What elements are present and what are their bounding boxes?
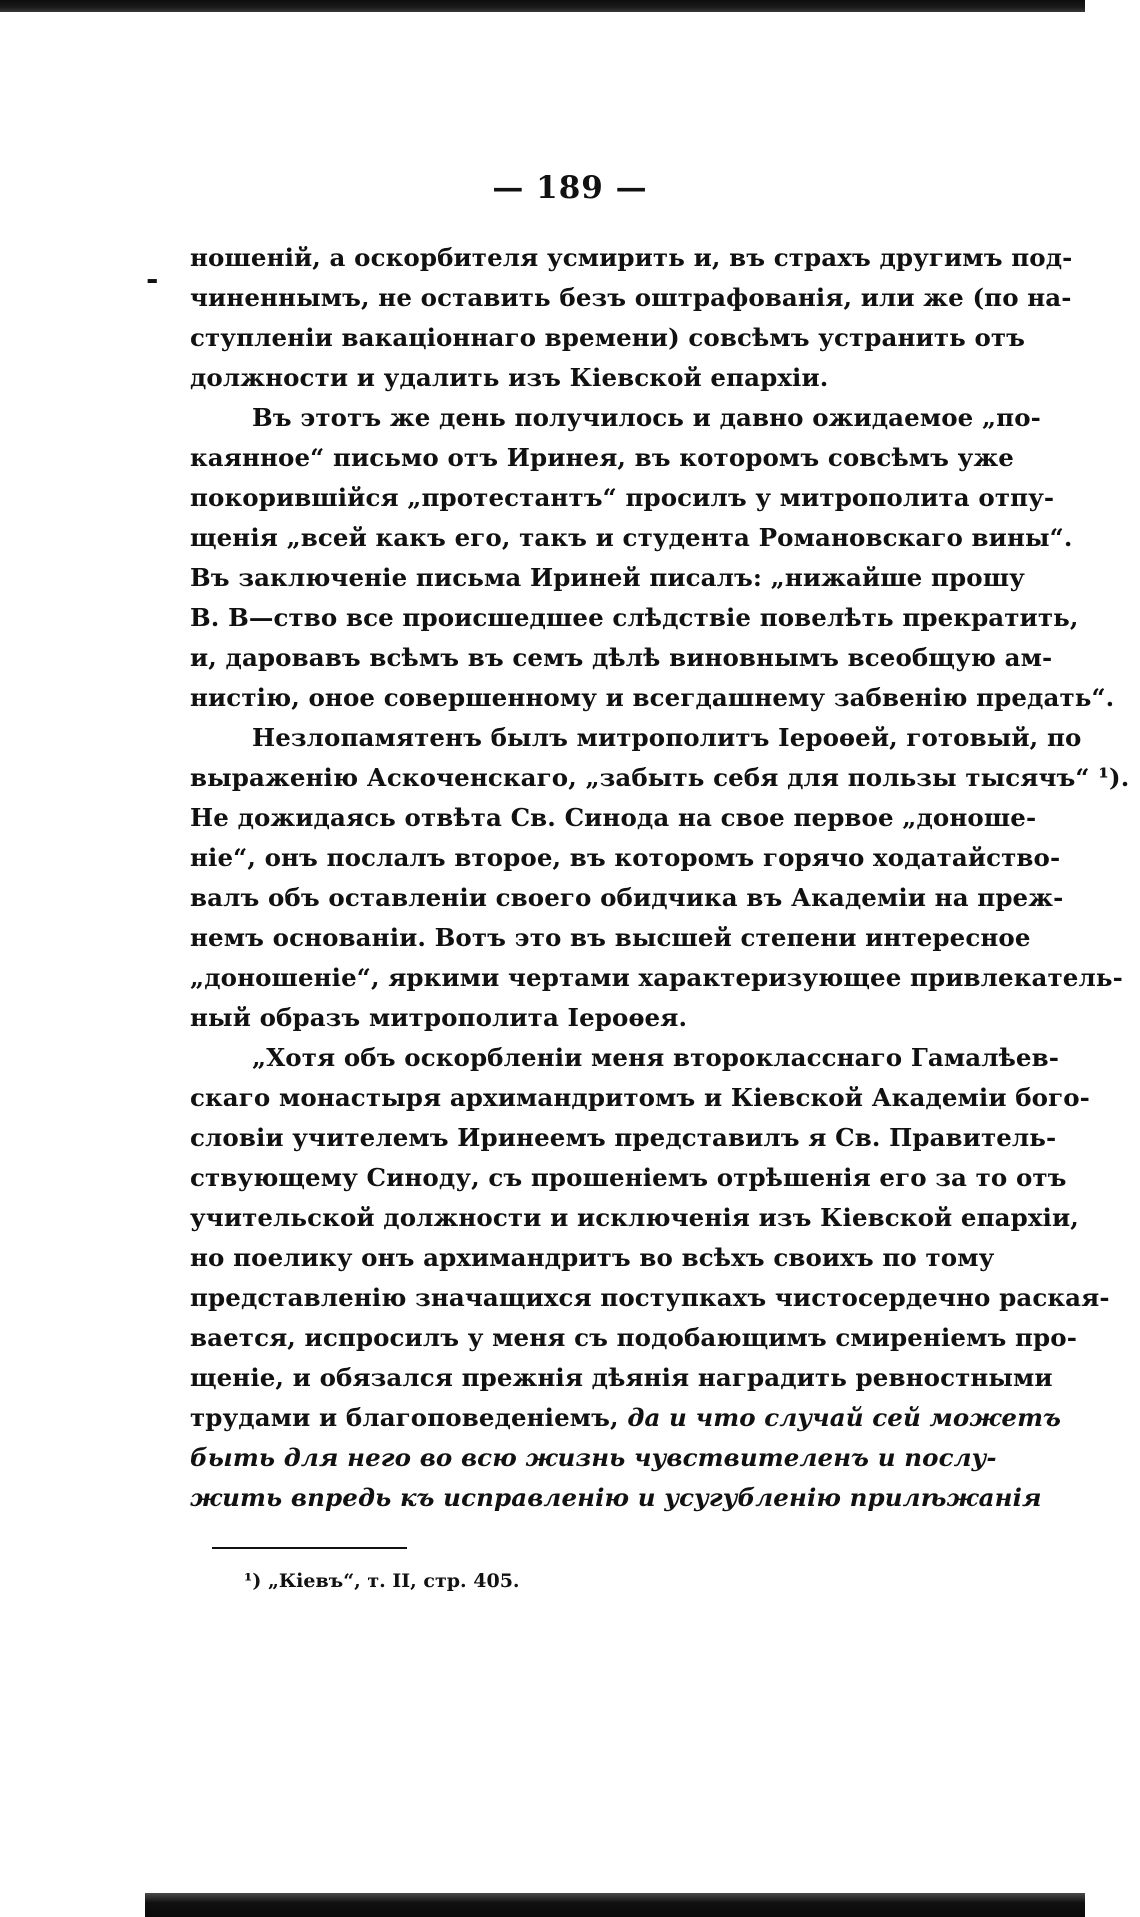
footnote xyxy=(244,1570,520,1592)
text-line: нистію, оное совершенному и всегдашнему забвенію предать“. xyxy=(190,683,1115,712)
text-line: представленію значащихся поступкахъ чистосердечно раская- xyxy=(190,1283,1110,1312)
text-line: каянное“ письмо отъ Иринея, въ которомъ совсѣмъ уже xyxy=(190,443,1014,472)
text-line: должности и удалить изъ Кіевской епархіи. xyxy=(190,363,829,392)
text-line: ствующему Синоду, съ прошеніемъ отрѣшенія его за то отъ xyxy=(190,1163,1067,1192)
text-line: ный образъ митрополита Іероѳея. xyxy=(190,1003,688,1032)
text-line: вается, испросилъ у меня съ подобающимъ смиреніемъ про- xyxy=(190,1323,1077,1352)
text-line: валъ объ оставленіи своего обидчика въ Академіи на преж- xyxy=(190,883,1064,912)
text-line: „Хотя объ оскорбленіи меня второкласснаго Гамалѣев- xyxy=(252,1043,1059,1072)
footnote-text: „Кіевъ“, т. II, стр. 405. xyxy=(267,1570,520,1592)
text-line: немъ основаніи. Вотъ это въ высшей степени интересное xyxy=(190,923,1031,952)
page-number: — 189 — xyxy=(492,170,648,206)
footnote-marker: ¹) xyxy=(244,1570,262,1592)
text-line: чиненнымъ, не оставить безъ оштрафованія, или же (по на- xyxy=(190,283,1072,312)
text-line: ношеній, а оскорбителя усмирить и, въ страхъ другимъ под- xyxy=(190,243,1073,272)
text-line: В. В—ство все происшедшее слѣдствіе повелѣть прекратить, xyxy=(190,603,1079,632)
text-line: покорившійся „протестантъ“ просилъ у митрополита отпу- xyxy=(190,483,1055,512)
text-line: щеніе, и обязался прежнія дѣянія наградить ревностными xyxy=(190,1363,1053,1392)
text-line: словіи учителемъ Иринеемъ представилъ я Св. Правитель- xyxy=(190,1123,1057,1152)
text-line-italic: быть для него во всю жизнь чувствителенъ и послу- xyxy=(190,1443,997,1472)
page-top-edge xyxy=(0,0,1085,12)
text-line: Не дожидаясь отвѣта Св. Синода на свое первое „доноше- xyxy=(190,803,1037,832)
body-text xyxy=(190,238,1130,1518)
footnote-divider xyxy=(212,1547,407,1549)
text-line: Въ заключеніе письма Ириней писалъ: „нижайше прошу xyxy=(190,563,1025,592)
text-line xyxy=(190,1398,1062,1438)
text-line: учительской должности и исключенія изъ Кіевской епархіи, xyxy=(190,1203,1079,1232)
text-line: и, даровавъ всѣмъ въ семъ дѣлѣ виновнымъ всеобщую ам- xyxy=(190,643,1053,672)
page-bottom-edge xyxy=(145,1893,1085,1917)
text-line: скаго монастыря архимандритомъ и Кіевской Академіи бого- xyxy=(190,1083,1090,1112)
text-line-italic: жить впредь къ исправленію и усугубленію прилѣжанія xyxy=(190,1483,1042,1512)
text-line: но поелику онъ архимандритъ во всѣхъ своихъ по тому xyxy=(190,1243,995,1272)
text-line: Въ этотъ же день получилось и давно ожидаемое „по- xyxy=(252,403,1041,432)
margin-mark: - xyxy=(146,262,159,297)
text-line: ступленіи вакаціоннаго времени) совсѣмъ устранить отъ xyxy=(190,323,1026,352)
text-line: ніе“, онъ послалъ второе, въ которомъ горячо ходатайство- xyxy=(190,843,1061,872)
text-line: „доношеніе“, яркими чертами характеризующее привлекатель- xyxy=(190,963,1123,992)
text-line-italic: да и что случай сей можетъ xyxy=(627,1403,1062,1432)
text-line-regular: трудами и благоповеденіемъ, xyxy=(190,1403,619,1432)
text-line: Незлопамятенъ былъ митрополитъ Іероѳей, готовый, по xyxy=(252,723,1082,752)
text-line: щенія „всей какъ его, такъ и студента Романовскаго вины“. xyxy=(190,523,1073,552)
text-line: выраженію Аскоченскаго, „забыть себя для пользы тысячъ“ ¹). xyxy=(190,763,1130,792)
